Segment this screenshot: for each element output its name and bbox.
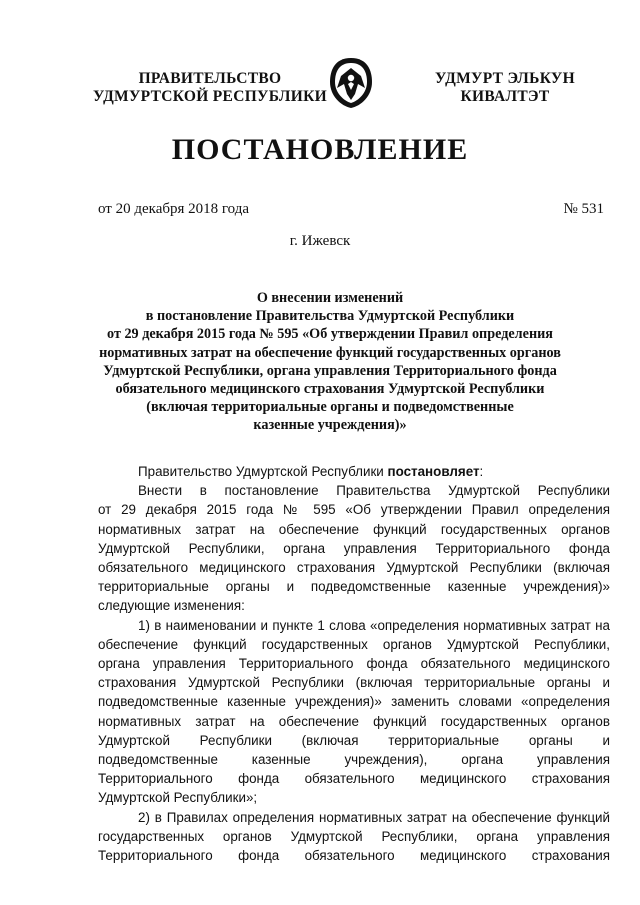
document-type-title: ПОСТАНОВЛЕНИЕ bbox=[171, 133, 469, 166]
body-line: следующие изменения: bbox=[98, 598, 245, 614]
udmurt-coat-of-arms-icon bbox=[327, 56, 375, 110]
body-line: Территориального фонда обязательного медицинского страхования bbox=[98, 848, 610, 864]
body-line: Территориального фонда обязательного медицинского страхования bbox=[98, 771, 610, 787]
subject-line: (включая территориальные органы и подведомственные bbox=[146, 399, 514, 416]
body-line: подведомственные казенные учреждения)» заменить словами «определения bbox=[98, 694, 610, 710]
header-right-line2: КИВАЛТЭТ bbox=[460, 88, 550, 105]
body-intro bbox=[98, 462, 610, 481]
body-line: страхования Удмуртской Республики (включая территориальные органы и bbox=[98, 675, 610, 691]
document-date: от 20 декабря 2018 года bbox=[98, 201, 250, 217]
body-line: нормативных затрат на обеспечение функций государственных органов bbox=[98, 521, 610, 537]
document-number: № 531 bbox=[563, 201, 604, 217]
body-line: 2) в Правилах определения нормативных затрат на обеспечение функций bbox=[138, 809, 610, 825]
header-left bbox=[90, 70, 330, 106]
subject-line: О внесении изменений bbox=[256, 290, 404, 306]
header-right-line1: УДМУРТ ЭЛЬКУН bbox=[435, 70, 575, 87]
document-subject bbox=[90, 289, 570, 435]
body-line: органа управления Территориального фонда обязательного медицинского bbox=[98, 656, 610, 672]
header-left-line2: УДМУРТСКОЙ РЕСПУБЛИКИ bbox=[92, 88, 327, 105]
body-line: подведомственные казенные учреждения), органа управления bbox=[98, 752, 610, 768]
intro-prefix: Правительство Удмуртской Республики bbox=[138, 464, 388, 479]
header-left-line1: ПРАВИТЕЛЬСТВО bbox=[138, 70, 282, 87]
body-line: Удмуртской Республики»; bbox=[98, 790, 258, 806]
body-line: Удмуртской Республики, органа управления Территориального фонда bbox=[98, 540, 610, 556]
body-line: 1) в наименовании и пункте 1 слова «определения нормативных затрат на bbox=[138, 617, 610, 633]
subject-line: от 29 декабря 2015 года № 595 «Об утверждении Правил определения bbox=[107, 326, 553, 343]
document-city: г. Ижевск bbox=[289, 233, 351, 249]
body-line: обязательного медицинского страхования Удмуртской Республики (включая bbox=[98, 560, 610, 576]
subject-line: нормативных затрат на обеспечение функций государственных органов bbox=[99, 344, 561, 361]
body-line: обеспечение функций государственных органов Удмуртской Республики, bbox=[98, 636, 610, 652]
body-line: от 29 декабря 2015 года № 595 «Об утверждении Правил определения bbox=[98, 502, 610, 518]
subject-line: в постановление Правительства Удмуртской Республики bbox=[145, 308, 515, 325]
body-line: нормативных затрат на обеспечение функций государственных органов bbox=[98, 713, 610, 729]
subject-line: казенные учреждения)» bbox=[253, 417, 407, 434]
document-body bbox=[98, 462, 610, 865]
intro-suffix: : bbox=[479, 464, 484, 479]
header-right bbox=[420, 70, 590, 106]
intro-keyword: постановляет bbox=[387, 464, 480, 479]
subject-line: Удмуртской Республики, органа управления Территориального фонда bbox=[103, 362, 557, 379]
body-line: Внести в постановление Правительства Удмуртской Республики bbox=[138, 483, 610, 499]
body-line: территориальные органы и подведомственные казенные учреждения)» bbox=[98, 579, 610, 595]
body-line: государственных органов Удмуртской Республики, органа управления bbox=[98, 828, 610, 844]
subject-line: обязательного медицинского страхования Удмуртской Республики bbox=[115, 381, 545, 398]
body-line: Удмуртской Республики (включая территориальные органы и bbox=[98, 732, 610, 748]
